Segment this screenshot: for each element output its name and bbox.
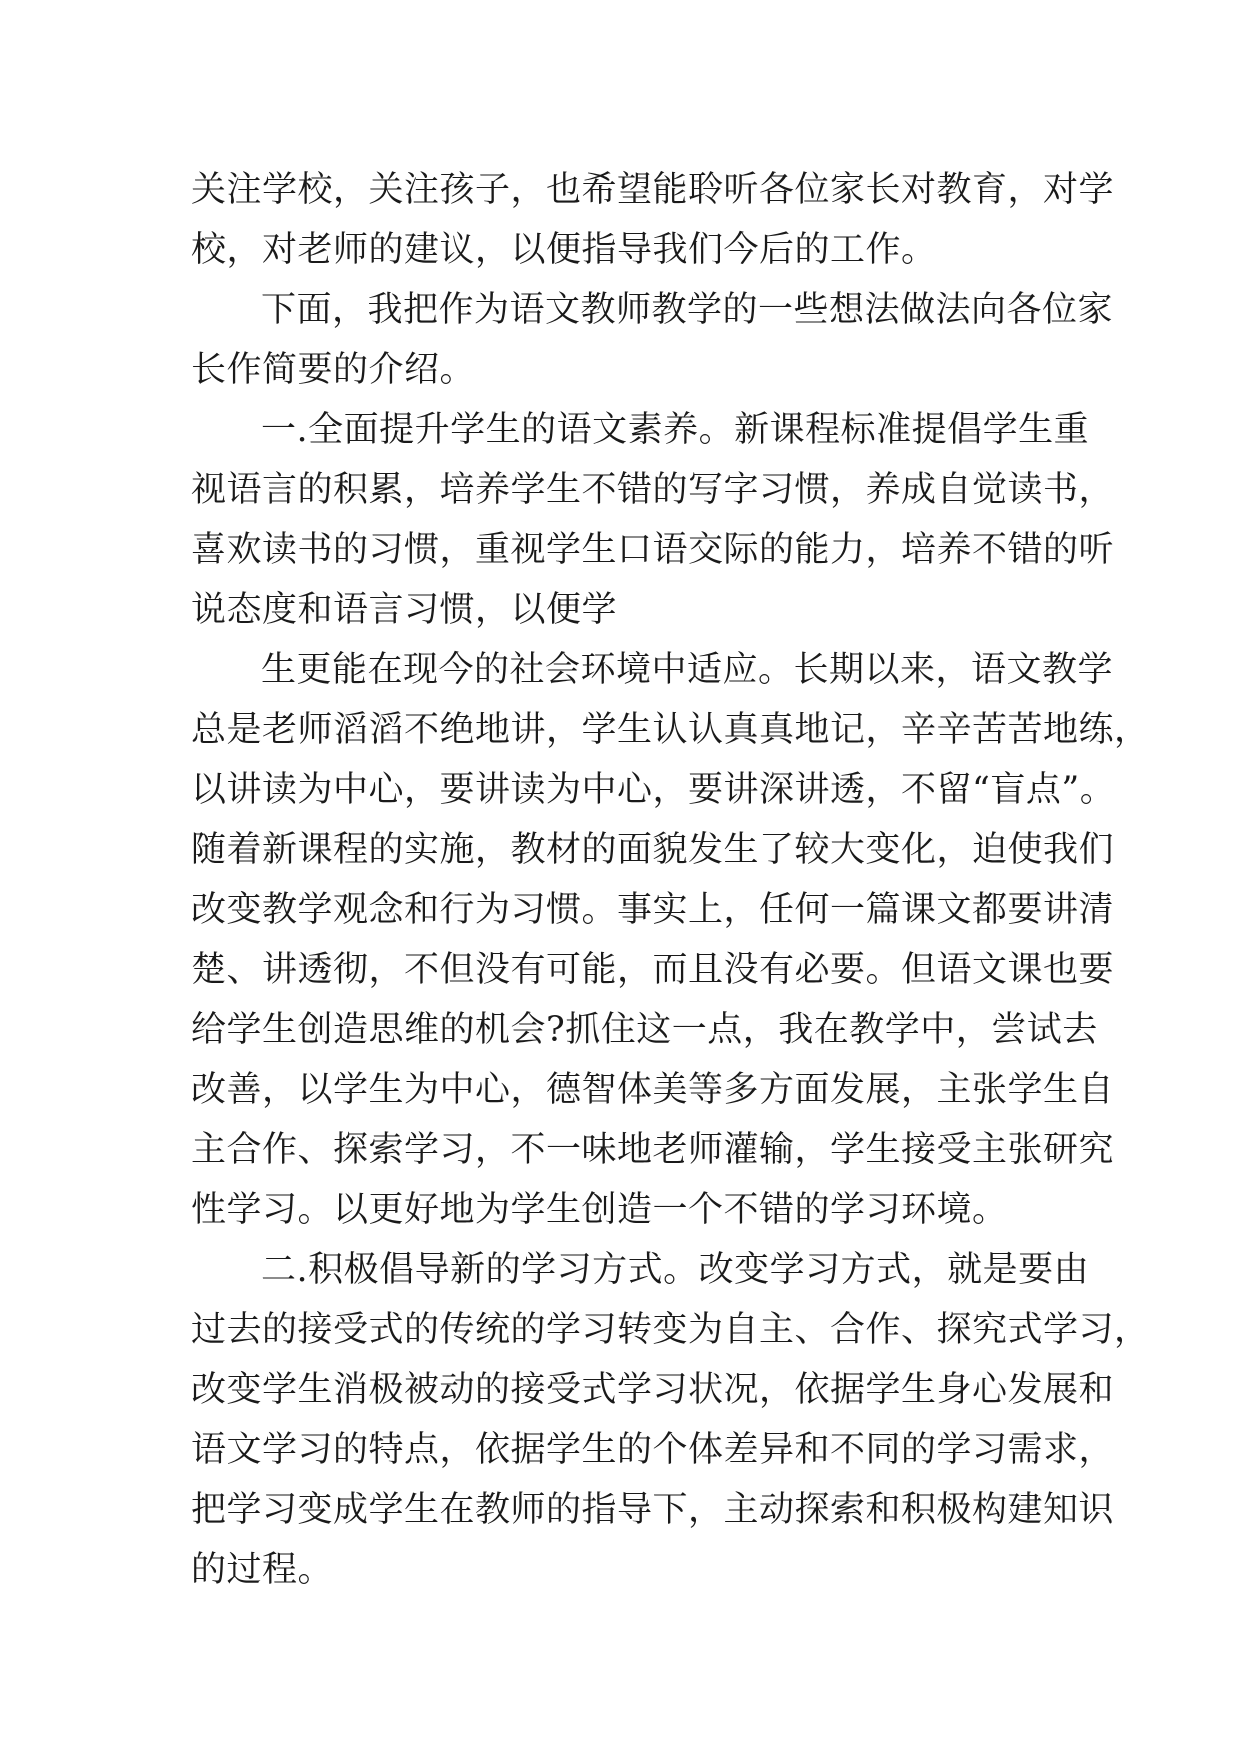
text-line: 改变教学观念和行为习惯。事实上，任何一篇课文都要讲清 bbox=[191, 890, 1115, 930]
text-line: 主合作、探索学习，不一味地老师灌输，学生接受主张研究 bbox=[191, 1130, 1115, 1170]
text-line: 随着新课程的实施，教材的面貌发生了较大变化，迫使我们 bbox=[191, 830, 1115, 870]
text-line: 一.全面提升学生的语文素养。新课程标准提倡学生重 bbox=[261, 410, 1090, 450]
text-line: 过去的接受式的传统的学习转变为自主、合作、探究式学习， bbox=[191, 1310, 1150, 1350]
text-line: 把学习变成学生在教师的指导下，主动探索和积极构建知识 bbox=[191, 1490, 1115, 1530]
text-line: 关注学校，关注孩子，也希望能聆听各位家长对教育，对学 bbox=[191, 170, 1115, 210]
body-text bbox=[191, 160, 1150, 1600]
text-line: 下面，我把作为语文教师教学的一些想法做法向各位家 bbox=[261, 290, 1114, 330]
text-line: 校，对老师的建议，以便指导我们今后的工作。 bbox=[191, 230, 937, 270]
text-line: 性学习。以更好地为学生创造一个不错的学习环境。 bbox=[191, 1190, 1008, 1230]
text-line: 二.积极倡导新的学习方式。改变学习方式，就是要由 bbox=[261, 1250, 1090, 1290]
text-line: 改善，以学生为中心，德智体美等多方面发展，主张学生自 bbox=[191, 1070, 1115, 1110]
text-line: 改变学生消极被动的接受式学习状况，依据学生身心发展和 bbox=[191, 1370, 1115, 1410]
text-line: 喜欢读书的习惯，重视学生口语交际的能力，培养不错的听 bbox=[191, 530, 1115, 570]
text-line: 视语言的积累，培养学生不错的写字习惯，养成自觉读书， bbox=[191, 470, 1115, 510]
text-line: 给学生创造思维的机会?抓住这一点，我在教学中，尝试去 bbox=[191, 1010, 1098, 1050]
text-line: 的过程。 bbox=[191, 1550, 334, 1590]
text-line: 说态度和语言习惯，以便学 bbox=[191, 590, 618, 630]
text-line: 语文学习的特点，依据学生的个体差异和不同的学习需求， bbox=[191, 1430, 1115, 1470]
text-line: 楚、讲透彻，不但没有可能，而且没有必要。但语文课也要 bbox=[191, 950, 1115, 990]
text-line: 总是老师滔滔不绝地讲，学生认认真真地记，辛辛苦苦地练， bbox=[191, 710, 1150, 750]
text-line: 生更能在现今的社会环境中适应。长期以来，语文教学 bbox=[261, 650, 1114, 690]
text-line: 长作简要的介绍。 bbox=[191, 350, 476, 390]
text-line: 以讲读为中心，要讲读为中心，要讲深讲透，不留“盲点”。 bbox=[191, 770, 1116, 810]
